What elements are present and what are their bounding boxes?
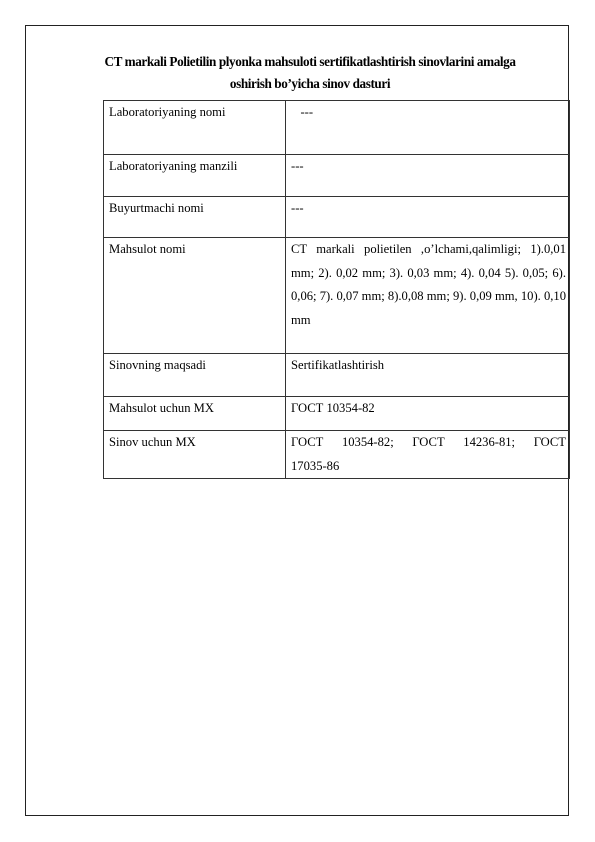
row-label: Mahsulot nomi xyxy=(104,238,286,354)
row-label: Laboratoriyaning nomi xyxy=(104,101,286,155)
table-row xyxy=(104,155,570,197)
row-value: Sertifikatlashtirish xyxy=(286,354,570,397)
table-row xyxy=(104,197,570,238)
row-value: CT markali polietilen ,o’lchami,qalimligi; 1).0,01 mm; 2). 0,02 mm; 3). 0,03 mm; 4). 0,04 5). 0,05; 6). 0,06; 7). 0,07 mm; 8).0,08 mm; 9). 0,09 mm, 10). 0,10 mm xyxy=(286,238,570,354)
title-line-1: CT markali Polietilin plyonka mahsuloti sertifikatlashtirish sinovlarini amalga xyxy=(104,54,516,69)
row-label: Sinov uchun MX xyxy=(104,431,286,479)
row-value: --- xyxy=(286,155,570,197)
table-row xyxy=(104,397,570,431)
title-line-2: oshirish bo’yicha sinov dasturi xyxy=(229,76,391,91)
row-label: Sinovning maqsadi xyxy=(104,354,286,397)
row-label: Mahsulot uchun MX xyxy=(104,397,286,431)
row-label: Buyurtmachi nomi xyxy=(104,197,286,238)
table-row xyxy=(104,431,570,479)
table-row xyxy=(104,354,570,397)
row-value: --- xyxy=(286,101,570,155)
table-row xyxy=(104,238,570,354)
row-value: ГОСТ 10354-82; ГОСТ 14236-81; ГОСТ 17035-86 xyxy=(286,431,570,479)
table-row xyxy=(104,101,570,155)
document-title xyxy=(60,51,560,95)
row-label: Laboratoriyaning manzili xyxy=(104,155,286,197)
test-program-table xyxy=(103,100,570,479)
row-value: ГОСТ 10354-82 xyxy=(286,397,570,431)
row-value: --- xyxy=(286,197,570,238)
